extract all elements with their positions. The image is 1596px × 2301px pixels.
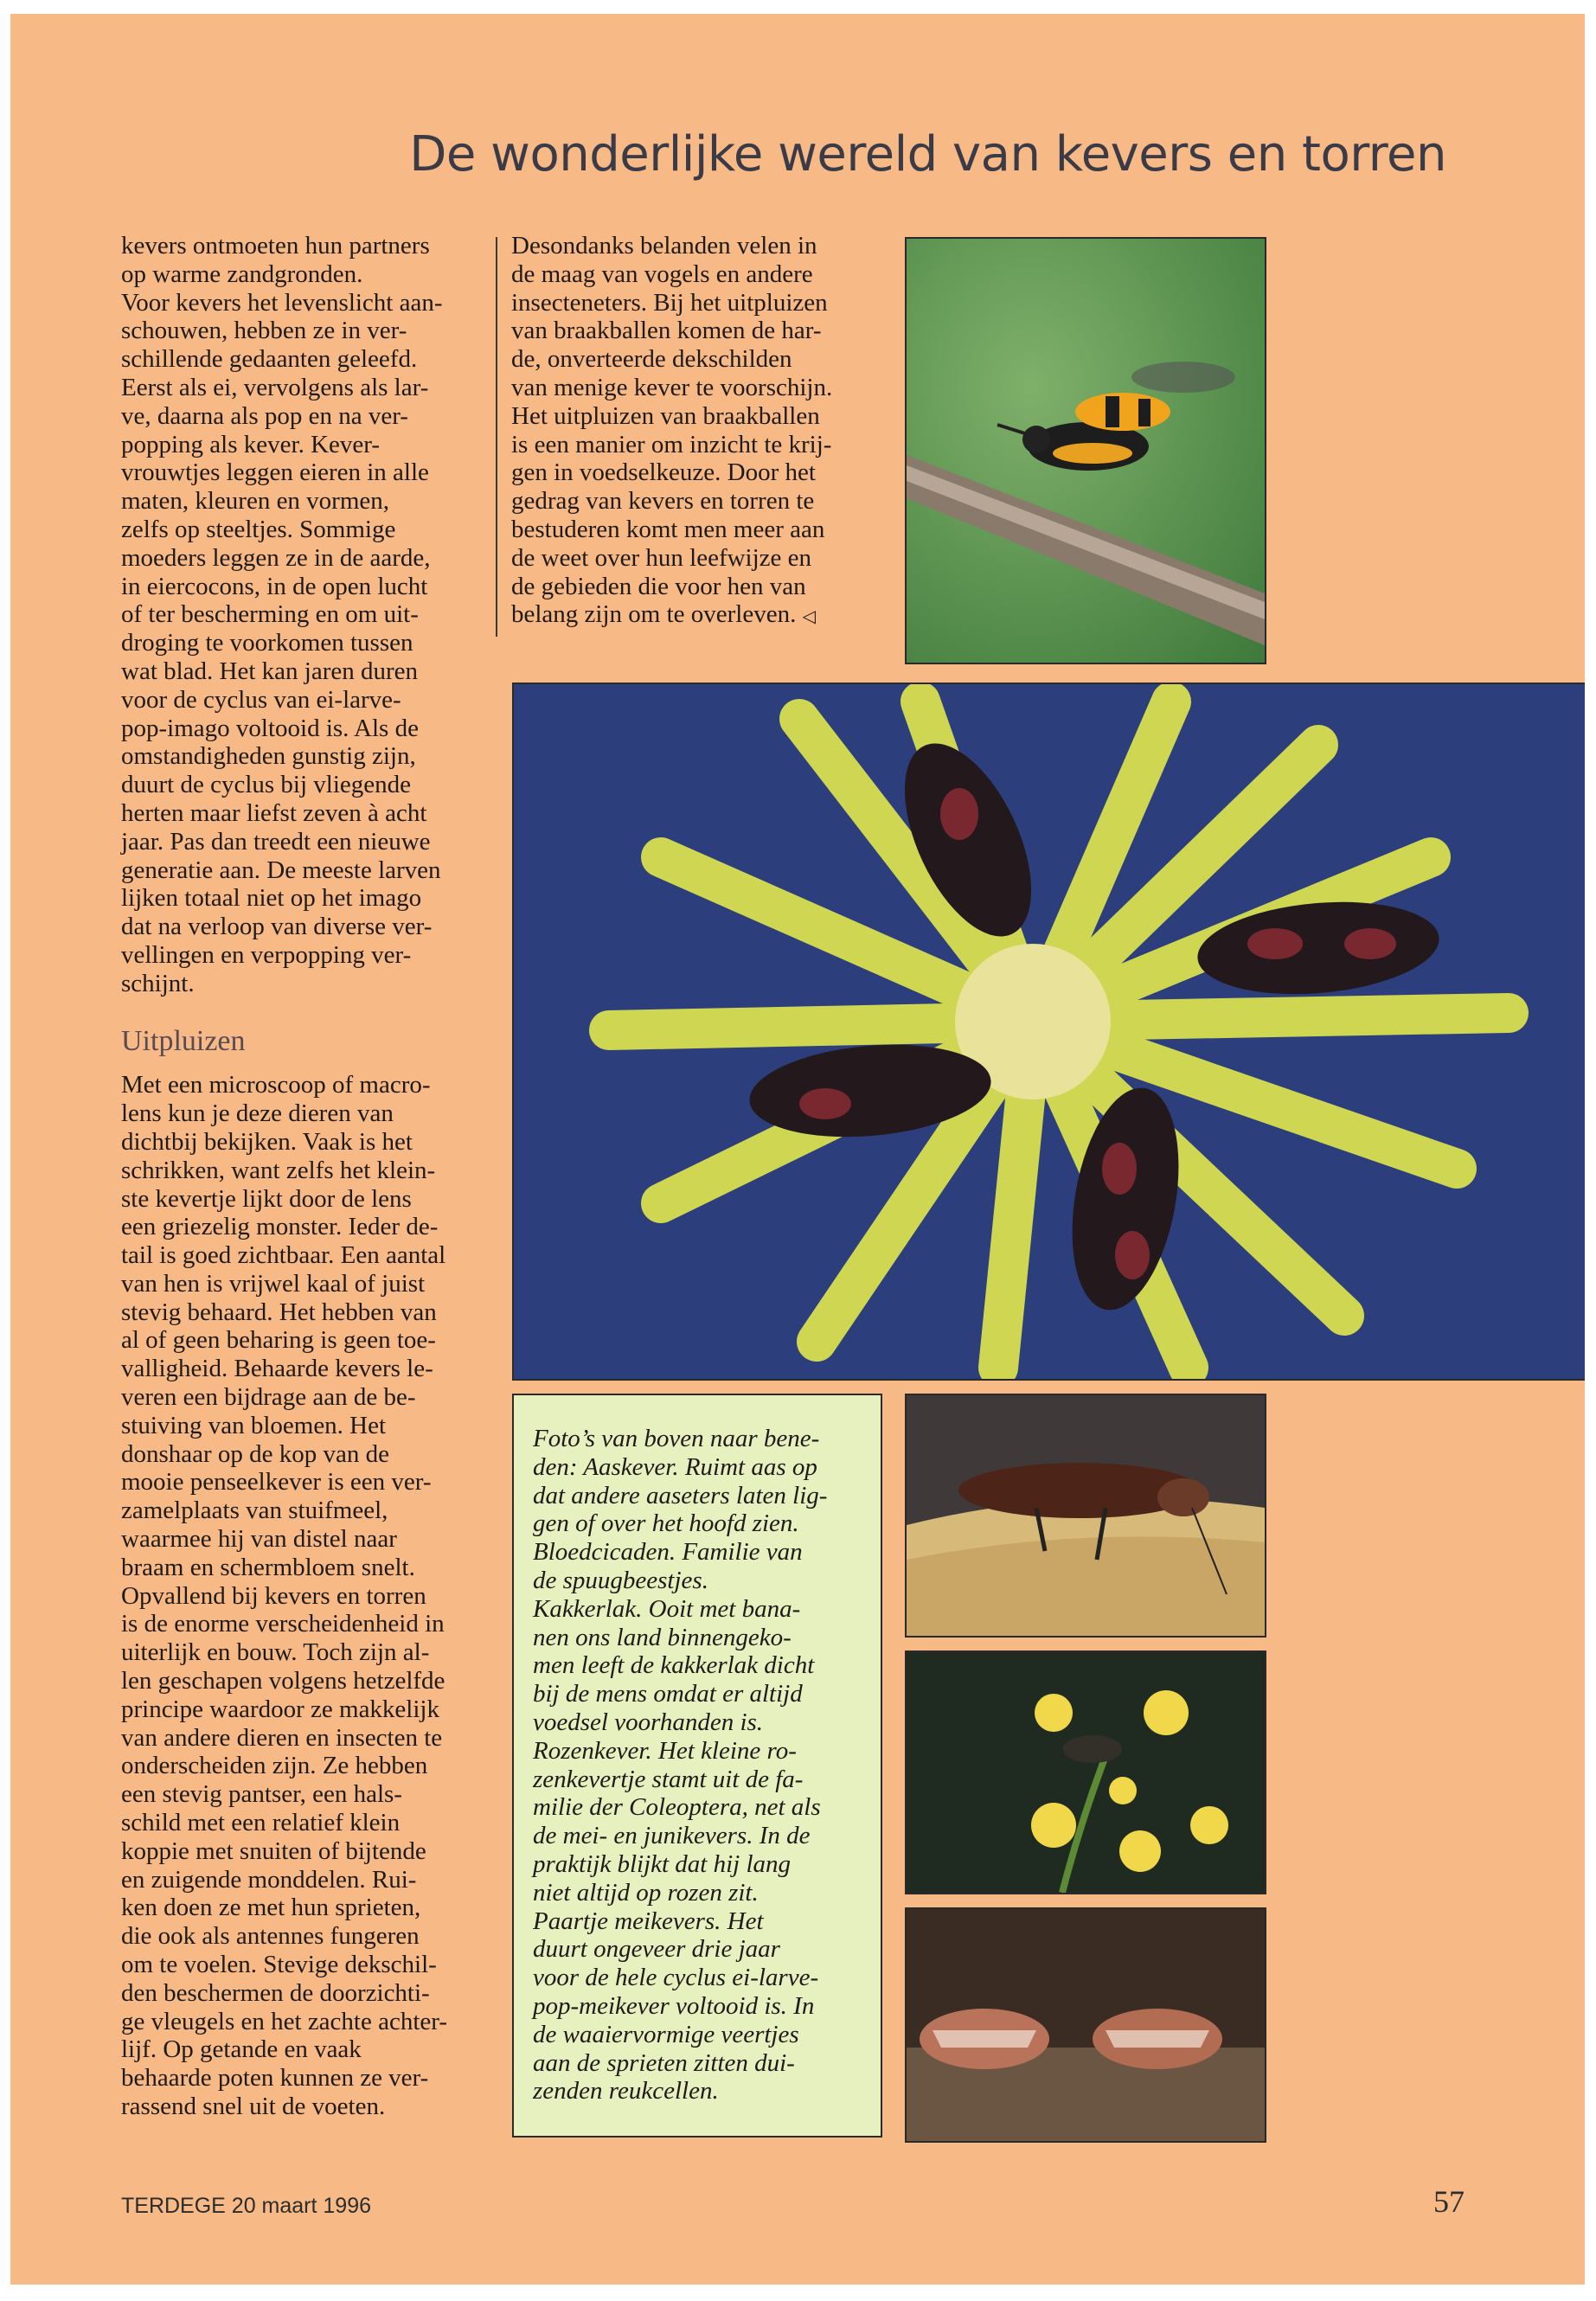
- magazine-page: [10, 14, 1585, 2285]
- photo-rozenkever: [905, 1650, 1266, 1894]
- text-column-2: [511, 232, 879, 631]
- body-paragraph-3: [511, 232, 879, 631]
- page-title: De wonderlijke wereld van kevers en torren: [409, 126, 1446, 183]
- body-paragraph-2: Met een microscoop of macro- lens kun je deze dieren van dichtbij bekijken. Vaak is het schrikken, want zelfs het klein- ste kevertje lijkt door de lens een griezelig monster. Ieder de- tail is goed zichtbaar. Een aantal van hen is vrijwel kaal of juist stevig behaard. Het hebben van al of geen beharing is geen toe- valligheid. Behaarde kevers le- veren een bijdrage aan de be- stuiving van bloemen. Het donshaar op de kop van de mooie penseelkever is een ver- zamelplaats van stuifmeel, waarmee hij van distel naar braam en schermbloem snelt. Opvallend bij kevers en torren is de enorme verscheidenheid in uiterlijk en bouw. Toch zijn al- len geschapen volgens hetzelfde principe waardoor ze makkelijk van andere dieren en insecten te onderscheiden zijn. Ze hebben een stevig pantser, een hals- schild met een relatief klein koppie met snuiten of bijtende en zuigende monddelen. Rui- ken doen ze met hun sprieten, die ook als antennes fungeren om te voelen. Stevige dekschil- den beschermen de doorzichti- ge vleugels en het zachte achter- lijf. Op getande en vaak behaarde poten kunnen ze ver- rassend snel uit de voeten.: [121, 1071, 448, 2120]
- photo-kakkerlak: [905, 1394, 1266, 1638]
- page-number: 57: [1433, 2184, 1465, 2219]
- photo-caption-text: Foto’s van boven naar bene- den: Aaskever. Ruimt aas op dat andere aaseters laten lig- gen of over het hoofd zien. Bloedcicaden. Familie van de spuugbeestjes. Kakkerlak. Ooit met bana- nen ons land binnengeko- men leeft de kakkerlak dicht bij de mens omdat er altijd voedsel voorhanden is. Rozenkever. Het kleine ro- zenkevertje stamt uit de fa- milie der Coleoptera, net als de mei- en junikevers. In de praktijk blijkt dat hij lang niet altijd op rozen zit. Paartje meikevers. Het duurt ongeveer drie jaar voor de hele cyclus ei-larve- pop-meikever voltooid is. In de waaiervormige veertjes aan de sprieten zitten dui- zenden reukcellen.: [533, 1425, 828, 2106]
- body-paragraph-1: kevers ontmoeten hun partners op warme zandgronden. Voor kevers het levenslicht aan- schouwen, hebben ze in ver- schillende gedaanten geleefd. Eerst als ei, vervolgens als lar- ve, daarna als pop en na ver- popping als kever. Kever- vrouwtjes leggen eieren in alle maten, kleuren en vormen, zelfs op steeltjes. Sommige moeders leggen ze in de aarde, in eiercocons, in de open lucht of ter bescherming en om uit- droging te voorkomen tussen wat blad. Het kan jaren duren voor de cyclus van ei-larve- pop-imago voltooid is. Als de omstandigheden gunstig zijn, duurt de cyclus bij vliegende herten maar liefst zeven à acht jaar. Pas dan treedt een nieuwe generatie aan. De meeste larven lijken totaal niet op het imago dat na verloop van diverse ver- vellingen en verpopping ver- schijnt.: [121, 232, 443, 997]
- photo-aaskever: [905, 237, 1266, 664]
- column-divider: [496, 237, 497, 637]
- photo-caption-box: [512, 1394, 882, 2138]
- photo-meikevers: [905, 1907, 1266, 2143]
- end-of-article-icon: ◁: [802, 607, 816, 627]
- photo-bloedcicaden: [512, 683, 1585, 1381]
- footer-publication: TERDEGE 20 maart 1996: [121, 2194, 372, 2218]
- body-paragraph-3-text: Desondanks belanden velen in de maag van vogels en andere insecteneters. Bij het uitpluizen van braakballen komen de har- de, onverteerde dekschilden van menige kever te voorschijn. Het uitpluizen van braakballen is een manier om inzicht te krij- gen in voedselkeuze. Door het gedrag van kevers en torren te bestuderen komt men meer aan de weet over hun leefwijze en de gebieden die voor hen van belang zijn om te overleven.: [511, 232, 833, 629]
- text-column-1: [121, 232, 489, 2121]
- subheading-uitpluizen: Uitpluizen: [121, 1024, 246, 1057]
